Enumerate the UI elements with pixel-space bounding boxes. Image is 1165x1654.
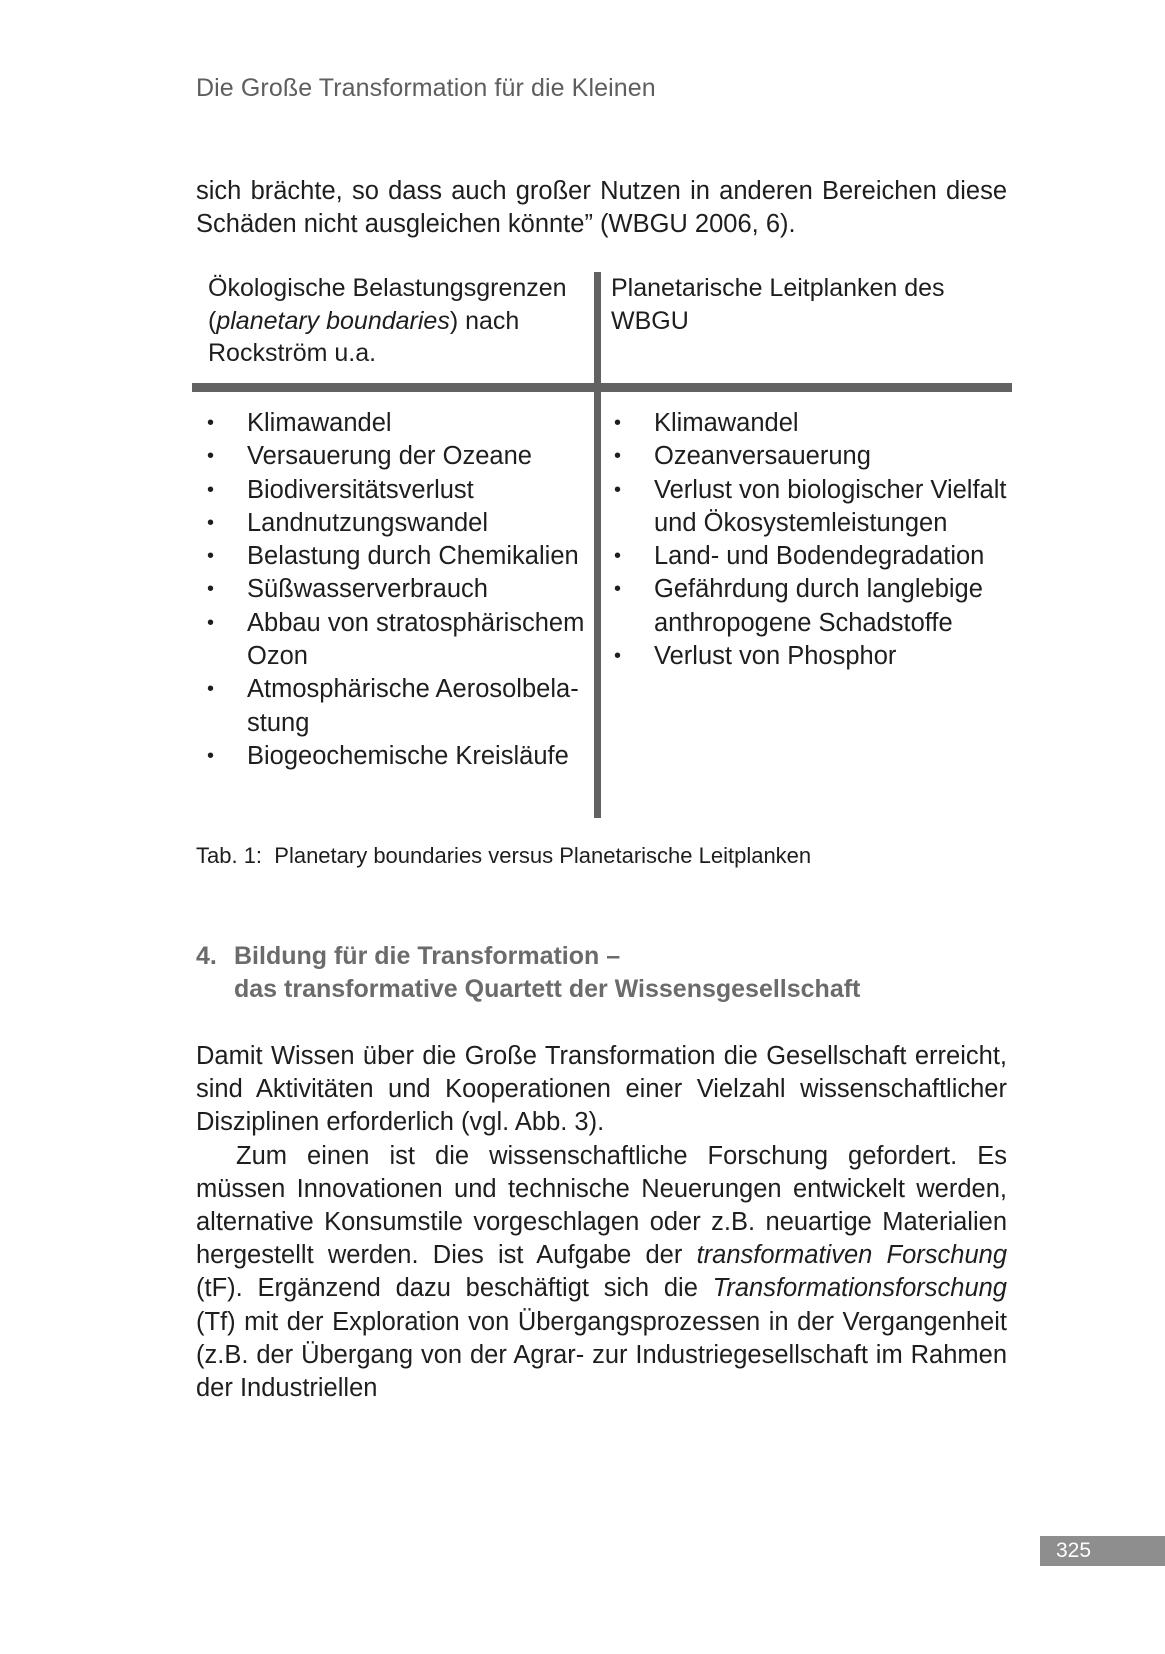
bullet-icon: • — [614, 578, 622, 601]
header-left-italic: planetary boundaries — [216, 306, 450, 335]
section-heading — [196, 940, 860, 1006]
list-item-text: Versauerung der Ozeane — [247, 442, 532, 471]
bullet-icon: • — [207, 478, 215, 501]
list-item-text: Land- und Bodendegradation — [654, 542, 985, 571]
list-item — [612, 474, 1012, 541]
running-head: Die Große Transformation für die Kleinen — [196, 74, 656, 102]
list-item — [205, 474, 595, 507]
list-item-text: Atmosphärische Aerosolbelastung — [247, 675, 579, 737]
table-header-left — [208, 272, 588, 370]
bullet-icon: • — [207, 744, 215, 767]
bullet-icon: • — [614, 645, 622, 668]
list-item-text: Klimawandel — [247, 409, 392, 437]
list-item — [205, 573, 595, 606]
intro-paragraph: sich brächte, so dass auch großer Nutzen in anderen Bereichen diese Schäden nicht ausgleichen könnte” (WBGU 2006, 6). — [196, 177, 1007, 239]
list-item — [205, 740, 595, 773]
p2-text-b: (tF). Ergänzend dazu beschäftigt sich die — [196, 1274, 713, 1303]
list-item-text: Süßwasserverbrauch — [247, 575, 488, 604]
bullet-icon: • — [614, 445, 622, 468]
list-item-text: Biodiversitätsverlust — [247, 475, 474, 504]
list-item — [205, 407, 595, 440]
bullet-icon: • — [207, 678, 215, 701]
list-item-text: Verlust von biologischer Vielfalt und Ökosystemleistungen — [654, 475, 1007, 537]
planetary-boundaries-list — [205, 407, 595, 773]
bullet-icon: • — [207, 511, 215, 534]
p2-emphasis-2: Transformationsforschung — [712, 1274, 1007, 1303]
list-item — [205, 673, 595, 740]
bullet-icon: • — [614, 412, 622, 434]
list-item — [205, 607, 595, 674]
header-left-text-end: ) nach Rockström u.a. — [208, 306, 520, 367]
list-item-text: Ozeanversauerung — [654, 442, 871, 471]
list-item-text: Verlust von Phosphor — [654, 642, 897, 671]
bullet-icon: • — [614, 478, 622, 501]
bullet-icon: • — [207, 545, 215, 568]
list-item — [612, 540, 1012, 573]
table-vertical-rule — [594, 272, 601, 818]
bullet-icon: • — [614, 545, 622, 568]
list-item — [612, 640, 1012, 673]
table-caption: Tab. 1: Planetary boundaries versus Planetarische Leitplanken — [196, 843, 812, 868]
list-item — [205, 507, 595, 540]
body-text — [196, 1040, 1007, 1405]
list-item — [612, 407, 1012, 440]
bullet-icon: • — [207, 412, 215, 434]
page-number-badge — [1040, 1536, 1165, 1566]
header-left-text: Ökologische Belastungsgrenzen ( — [208, 274, 567, 335]
section-number: 4. — [196, 942, 217, 970]
table-header-right: Planetarische Leitplanken des WBGU — [611, 274, 945, 335]
list-item-text: Klimawandel — [654, 409, 799, 437]
list-item — [612, 440, 1012, 473]
list-item-text: Gefährdung durch langlebige anthropogene Schadstoffe — [654, 575, 983, 637]
section-title-line2: das transformative Quartett der Wissensgesellschaft — [234, 975, 861, 1003]
body-paragraph-1: Damit Wissen über die Große Transformation die Gesellschaft erreicht, sind Aktivitäten und Kooperationen einer Vielzahl wissenschaftlicher Disziplinen erforderlich (vgl. Abb. 3). — [196, 1042, 1007, 1137]
bullet-icon: • — [207, 445, 215, 468]
list-item-text: Belastung durch Chemikalien — [247, 542, 579, 571]
list-item — [205, 440, 595, 473]
list-item-text: Landnutzungswandel — [247, 508, 489, 537]
list-item-text: Biogeochemische Kreisläufe — [247, 741, 569, 770]
section-title-line1: Bildung für die Transformation – — [234, 942, 621, 970]
page-number: 325 — [1056, 1539, 1092, 1562]
p2-emphasis-1: transformativen Forschung — [696, 1241, 1007, 1270]
bullet-icon: • — [207, 611, 215, 634]
p2-text-a: Zum einen ist die wissenschaftliche Forschung gefordert. Es müssen Innovationen und technische Neuerungen entwickelt werden, alternative Konsumstile vorgeschlagen oder z.B. neuartige Materialien hergestellt werden. Dies ist Aufgabe der — [196, 1141, 1007, 1270]
list-item — [612, 573, 1012, 640]
list-item — [205, 540, 595, 573]
body-paragraph-2 — [196, 1140, 1007, 1406]
wbgu-guardrails-list — [612, 407, 1012, 673]
p2-text-c: (Tf) mit der Exploration von Übergangsprozessen in der Vergangenheit (z.B. der Übergang von der Agrar- zur Industriegesellschaft im Rahmen der Industriellen — [196, 1307, 1007, 1403]
list-item-text: Abbau von stratosphärischem Ozon — [247, 608, 585, 671]
bullet-icon: • — [207, 578, 215, 601]
table-horizontal-rule — [192, 383, 1012, 392]
